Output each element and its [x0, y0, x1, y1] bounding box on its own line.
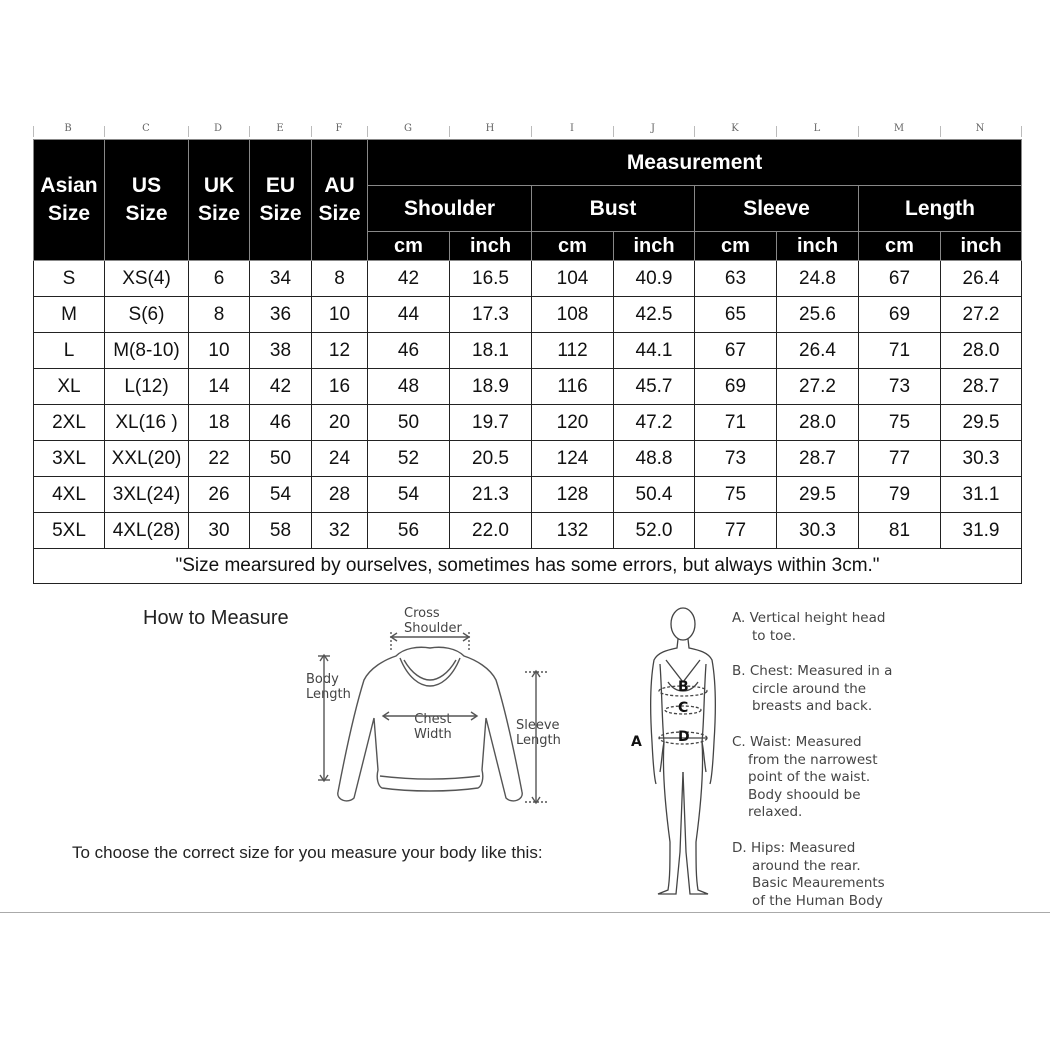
table-cell[interactable]: 50 — [250, 441, 312, 477]
column-letter[interactable]: E — [276, 123, 284, 134]
table-cell[interactable]: 124 — [532, 441, 614, 477]
table-cell[interactable]: 4XL(28) — [105, 513, 189, 549]
header-asian-size: Asian Size — [34, 140, 105, 261]
table-cell[interactable]: 36 — [250, 297, 312, 333]
table-cell[interactable]: 73 — [695, 441, 777, 477]
table-cell[interactable]: 26.4 — [777, 333, 859, 369]
column-letter[interactable]: K — [731, 123, 739, 134]
table-cell[interactable]: 56 — [368, 513, 450, 549]
table-row — [34, 513, 1022, 549]
table-cell[interactable]: 52.0 — [614, 513, 695, 549]
table-cell[interactable]: 8 — [312, 261, 368, 297]
table-cell[interactable]: 71 — [695, 405, 777, 441]
table-cell[interactable]: 3XL — [34, 441, 105, 477]
sweater-diagram-icon — [300, 620, 560, 820]
column-letter[interactable]: B — [64, 123, 72, 134]
table-cell[interactable]: 26.4 — [941, 261, 1022, 297]
cross-shoulder-label: Cross Shoulder — [404, 606, 462, 636]
table-cell[interactable]: 29.5 — [941, 405, 1022, 441]
header-bust: Bust — [532, 186, 695, 232]
table-cell[interactable]: 44.1 — [614, 333, 695, 369]
measurement-note: "Size mearsured by ourselves, sometimes has some errors, but always within 3cm." — [34, 549, 1022, 584]
table-row — [34, 261, 1022, 297]
table-cell[interactable]: 28.0 — [941, 333, 1022, 369]
header-unit: cm — [532, 232, 614, 261]
table-cell[interactable]: 14 — [189, 369, 250, 405]
table-cell[interactable]: 27.2 — [941, 297, 1022, 333]
table-cell[interactable]: 44 — [368, 297, 450, 333]
table-cell[interactable]: 4XL — [34, 477, 105, 513]
header-au-size: AU Size — [312, 140, 368, 261]
table-cell[interactable]: 27.2 — [777, 369, 859, 405]
table-cell[interactable]: L — [34, 333, 105, 369]
table-cell[interactable]: M(8-10) — [105, 333, 189, 369]
header-uk-size: UK Size — [189, 140, 250, 261]
table-cell[interactable]: 20.5 — [450, 441, 532, 477]
sheet-tab-bar[interactable] — [0, 912, 1050, 919]
table-cell[interactable]: 28.7 — [941, 369, 1022, 405]
table-row — [34, 297, 1022, 333]
table-row — [34, 477, 1022, 513]
table-cell[interactable]: 24.8 — [777, 261, 859, 297]
column-letter[interactable]: N — [975, 123, 985, 134]
table-cell[interactable]: 112 — [532, 333, 614, 369]
table-cell[interactable]: 30.3 — [941, 441, 1022, 477]
header-unit: inch — [450, 232, 532, 261]
table-cell[interactable]: 12 — [312, 333, 368, 369]
table-cell[interactable]: L(12) — [105, 369, 189, 405]
table-cell[interactable]: 48.8 — [614, 441, 695, 477]
table-cell[interactable]: 31.1 — [941, 477, 1022, 513]
table-cell[interactable]: 116 — [532, 369, 614, 405]
table-cell[interactable]: 104 — [532, 261, 614, 297]
table-cell[interactable]: 50.4 — [614, 477, 695, 513]
sleeve-length-label: Sleeve Length — [516, 718, 561, 748]
table-cell[interactable]: 29.5 — [777, 477, 859, 513]
table-cell[interactable]: 30 — [189, 513, 250, 549]
header-unit: cm — [368, 232, 450, 261]
table-cell[interactable]: 75 — [859, 405, 941, 441]
header-shoulder: Shoulder — [368, 186, 532, 232]
header-eu-size: EU Size — [250, 140, 312, 261]
table-cell[interactable]: 46 — [368, 333, 450, 369]
body-label-a: A — [631, 734, 642, 750]
table-cell[interactable]: 73 — [859, 369, 941, 405]
table-cell[interactable]: 17.3 — [450, 297, 532, 333]
table-cell[interactable]: 79 — [859, 477, 941, 513]
table-cell[interactable]: XL(16 ) — [105, 405, 189, 441]
description-a: A. Vertical height head to toe. — [732, 610, 886, 644]
body-label-d: D — [678, 729, 690, 745]
table-cell[interactable]: 34 — [250, 261, 312, 297]
table-cell[interactable]: 120 — [532, 405, 614, 441]
table-cell[interactable]: 32 — [312, 513, 368, 549]
body-length-label: Body Length — [306, 672, 351, 702]
table-cell[interactable]: 21.3 — [450, 477, 532, 513]
table-row — [34, 369, 1022, 405]
table-cell[interactable]: 48 — [368, 369, 450, 405]
column-letter[interactable]: D — [213, 123, 223, 134]
header-us-size: US Size — [105, 140, 189, 261]
table-cell[interactable]: 10 — [189, 333, 250, 369]
table-cell[interactable]: 22.0 — [450, 513, 532, 549]
column-letter[interactable]: F — [335, 123, 343, 134]
table-cell[interactable]: 42.5 — [614, 297, 695, 333]
table-cell[interactable]: 69 — [859, 297, 941, 333]
header-unit: inch — [777, 232, 859, 261]
header-length: Length — [859, 186, 1022, 232]
table-cell[interactable]: 28 — [312, 477, 368, 513]
header-sleeve: Sleeve — [695, 186, 859, 232]
table-cell[interactable]: 26 — [189, 477, 250, 513]
column-letter[interactable]: L — [813, 123, 821, 134]
table-row — [34, 405, 1022, 441]
table-cell[interactable]: M — [34, 297, 105, 333]
body-label-b: B — [678, 679, 689, 695]
table-cell[interactable]: S — [34, 261, 105, 297]
table-cell[interactable]: 19.7 — [450, 405, 532, 441]
size-rows — [34, 261, 1022, 549]
table-cell[interactable]: 22 — [189, 441, 250, 477]
table-cell[interactable]: 77 — [859, 441, 941, 477]
table-row — [34, 441, 1022, 477]
table-cell[interactable]: 28.0 — [777, 405, 859, 441]
column-letter[interactable]: G — [404, 123, 412, 134]
table-cell[interactable]: 45.7 — [614, 369, 695, 405]
column-letter[interactable]: I — [570, 123, 574, 134]
table-cell[interactable]: 18.9 — [450, 369, 532, 405]
table-cell[interactable]: 58 — [250, 513, 312, 549]
header-unit: inch — [614, 232, 695, 261]
table-cell[interactable]: 28.7 — [777, 441, 859, 477]
table-cell[interactable]: S(6) — [105, 297, 189, 333]
table-cell[interactable]: 42 — [250, 369, 312, 405]
table-cell[interactable]: XS(4) — [105, 261, 189, 297]
table-cell[interactable]: 30.3 — [777, 513, 859, 549]
table-cell[interactable]: 63 — [695, 261, 777, 297]
table-cell[interactable]: 47.2 — [614, 405, 695, 441]
table-cell[interactable]: 65 — [695, 297, 777, 333]
table-cell[interactable]: 67 — [695, 333, 777, 369]
header-measurement: Measurement — [368, 140, 1022, 186]
header-unit: inch — [941, 232, 1022, 261]
description-c: C. Waist: Measured from the narrowest point of the waist. Body shoould be relaxed. — [732, 734, 878, 820]
table-cell[interactable]: 54 — [368, 477, 450, 513]
table-cell[interactable]: 20 — [312, 405, 368, 441]
table-cell[interactable]: 75 — [695, 477, 777, 513]
table-cell[interactable]: 128 — [532, 477, 614, 513]
column-letter[interactable]: H — [485, 123, 495, 134]
table-cell[interactable]: 18.1 — [450, 333, 532, 369]
table-cell[interactable]: 16 — [312, 369, 368, 405]
table-cell[interactable]: 38 — [250, 333, 312, 369]
table-cell[interactable]: 52 — [368, 441, 450, 477]
table-cell[interactable]: 81 — [859, 513, 941, 549]
table-cell[interactable]: 108 — [532, 297, 614, 333]
header-unit: cm — [695, 232, 777, 261]
table-cell[interactable]: 67 — [859, 261, 941, 297]
description-d: D. Hips: Measured around the rear. Basic Meaurements of the Human Body — [732, 840, 885, 909]
table-cell[interactable]: 42 — [368, 261, 450, 297]
table-cell[interactable]: 18 — [189, 405, 250, 441]
table-cell[interactable]: 6 — [189, 261, 250, 297]
body-figure-icon — [640, 602, 725, 902]
column-letter[interactable]: M — [893, 123, 905, 134]
size-chart-table — [33, 139, 1022, 584]
table-cell[interactable]: 50 — [368, 405, 450, 441]
table-cell[interactable]: 16.5 — [450, 261, 532, 297]
instruction-text: To choose the correct size for you measure your body like this: — [72, 843, 543, 862]
body-label-c: C — [678, 700, 689, 716]
spreadsheet-column-header — [0, 123, 1030, 138]
column-letter[interactable]: J — [650, 123, 656, 134]
table-cell[interactable]: 31.9 — [941, 513, 1022, 549]
description-b: B. Chest: Measured in a circle around the breasts and back. — [732, 663, 893, 714]
chest-width-label: Chest Width — [414, 712, 452, 742]
table-cell[interactable]: 3XL(24) — [105, 477, 189, 513]
table-cell[interactable]: 132 — [532, 513, 614, 549]
table-cell[interactable]: 69 — [695, 369, 777, 405]
header-unit: cm — [859, 232, 941, 261]
table-cell[interactable]: 25.6 — [777, 297, 859, 333]
table-cell[interactable]: 8 — [189, 297, 250, 333]
table-cell[interactable]: 40.9 — [614, 261, 695, 297]
table-cell[interactable]: 54 — [250, 477, 312, 513]
column-letter[interactable]: C — [142, 123, 150, 134]
table-cell[interactable]: 5XL — [34, 513, 105, 549]
table-cell[interactable]: 10 — [312, 297, 368, 333]
table-cell[interactable]: XXL(20) — [105, 441, 189, 477]
table-cell[interactable]: 71 — [859, 333, 941, 369]
table-cell[interactable]: XL — [34, 369, 105, 405]
table-cell[interactable]: 46 — [250, 405, 312, 441]
table-cell[interactable]: 2XL — [34, 405, 105, 441]
how-to-measure-title: How to Measure — [143, 607, 289, 629]
table-row — [34, 333, 1022, 369]
table-cell[interactable]: 24 — [312, 441, 368, 477]
table-cell[interactable]: 77 — [695, 513, 777, 549]
